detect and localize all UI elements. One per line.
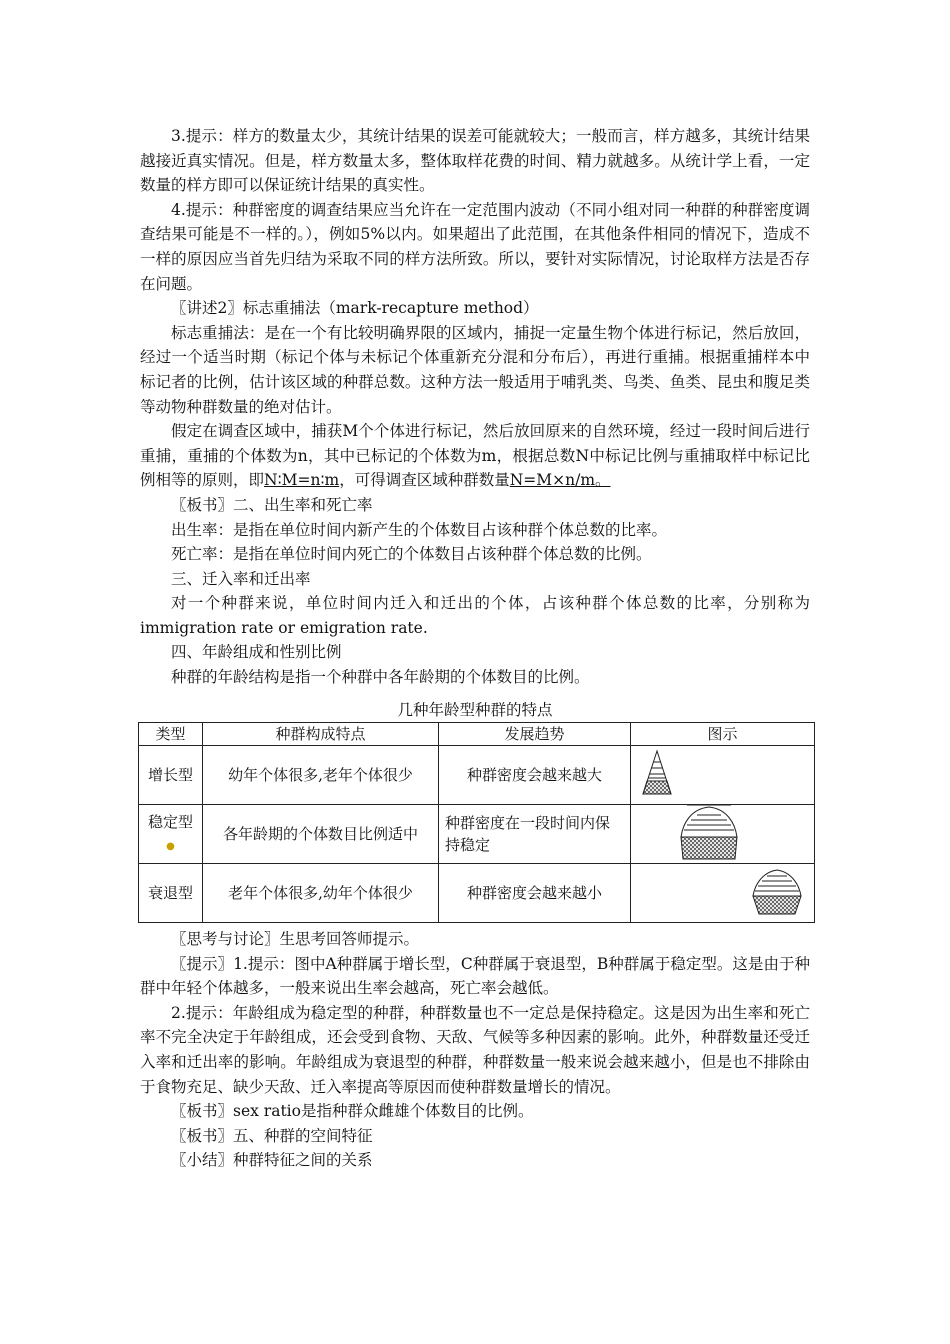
paragraph-sex-ratio: 〖板书〗sex ratio是指种群众雌雄个体数目的比例。 — [171, 1102, 534, 1121]
text-block-top — [140, 124, 810, 690]
header-feature: 种群构成特点 — [203, 723, 439, 746]
age-structure-table — [138, 722, 815, 923]
cell-trend: 种群密度会越来越大 — [439, 746, 631, 805]
heading-summary: 〖小结〗种群特征之间的关系 — [171, 1151, 373, 1170]
table-caption: 几种年龄型种群的特点 — [397, 701, 553, 719]
formula-result: N=M×n/m。 — [509, 471, 611, 490]
heading-birth-death: 〖板书〗二、出生率和死亡率 — [171, 495, 373, 514]
table-header-row — [139, 723, 815, 746]
cell-feature: 老年个体很多,幼年个体很少 — [203, 864, 439, 923]
cell-trend: 种群密度会越来越小 — [439, 864, 631, 923]
paragraph-migration: 对一个种群来说，单位时间内迁入和迁出的个体，占该种群个体总数的比率，分别称为immigration rate or emigration rate. — [140, 594, 810, 637]
paragraph-hint-1: 〖提示〗1.提示：图中A种群属于增长型，C种群属于衰退型，B种群属于稳定型。这是由于种群中年轻个体越多，一般来说出生率会越高，死亡率会越低。 — [140, 954, 810, 998]
cell-feature: 幼年个体很多,老年个体很少 — [203, 746, 439, 805]
formula-text-a: 假定在调查区域中，捕获M个个体进行标记，然后放回原来的自然环境，经过一段时间后进行重捕，重捕的个体数为n，其中已标记的个体数为m，根据总数N中标记比例与重捕取样中标记比例相等的原则，即 — [140, 422, 810, 490]
formula-ratio: N∶M=n∶m — [264, 471, 340, 490]
paragraph-birth-rate: 出生率：是指在单位时间内新产生的个体数目占该种群个体总数的比率。 — [171, 520, 668, 539]
heading-migration: 三、迁入率和迁出率 — [171, 569, 311, 588]
cell-type: 衰退型 — [139, 864, 203, 923]
paragraph-death-rate: 死亡率：是指在单位时间内死亡的个体数目占该种群个体总数的比例。 — [171, 545, 652, 564]
heading-spatial: 〖板书〗五、种群的空间特征 — [171, 1126, 373, 1145]
growth-pyramid-icon — [631, 746, 815, 804]
paragraph-hint-4: 4.提示：种群密度的调查结果应当允许在一定范围内波动（不同小组对同一种群的种群密度调查结果可能是不一样的。），例如5%以内。如果超出了此范围，在其他条件相同的情况下，造成不一样的原因应当首先归结为采取不同的样方法所致。所以，要针对实际情况，讨论取样方法是否存在问题。 — [140, 200, 810, 293]
cell-diagram-decline — [631, 864, 815, 923]
table-row-decline — [139, 864, 815, 923]
decline-urn-icon — [631, 864, 815, 922]
paragraph-discussion: 〖思考与讨论〗生思考回答师提示。 — [171, 930, 420, 948]
header-diagram: 图示 — [631, 723, 815, 746]
cell-feature: 各年龄期的个体数目比例适中 — [203, 805, 439, 864]
header-type: 类型 — [139, 723, 203, 746]
formula-text-b: ，可得调查区域种群数量 — [339, 471, 510, 490]
heading-lecture-2: 〖讲述2〗标志重捕法（mark-recapture method） — [171, 299, 539, 318]
cell-diagram-growth — [631, 746, 815, 805]
paragraph-hint-2: 2.提示：年龄组成为稳定型的种群，种群数量也不一定总是保持稳定。这是因为出生率和死亡率不完全决定于年龄组成，还会受到食物、天敌、气候等多种因素的影响。此外，种群数量还受迁入率和迁出率的影响。年龄组成为衰退型的种群，种群数量一般来说会越来越小，但是也不排除由于食物充足、缺少天敌、迁入率提高等原因而使种群数量增长的情况。 — [140, 1003, 810, 1096]
text-block-bottom — [140, 927, 810, 1173]
paragraph-hint-3: 3.提示：样方的数量太少，其统计结果的误差可能就较大；一般而言，样方越多，其统计结果越接近真实情况。但是，样方数量太多，整体取样花费的时间、精力就越多。从统计学上看，一定数量的样方即可以保证统计结果的真实性。 — [140, 127, 810, 195]
heading-age-sex: 四、年龄组成和性别比例 — [171, 643, 342, 662]
paragraph-age-structure: 种群的年龄结构是指一个种群中各年龄期的个体数目的比例。 — [171, 668, 590, 687]
mark-dot: ● — [166, 840, 175, 852]
header-trend: 发展趋势 — [439, 723, 631, 746]
paragraph-mark-recapture-formula — [140, 419, 810, 493]
stable-bell-icon — [631, 805, 815, 863]
cell-type: 增长型 — [139, 746, 203, 805]
table-row-stable — [139, 805, 815, 864]
paragraph-mark-recapture-def: 标志重捕法：是在一个有比较明确界限的区域内，捕捉一定量生物个体进行标记，然后放回，经过一个适当时期（标记个体与未标记个体重新充分混和分布后），再进行重捕。根据重捕样本中标记者的比例，估计该区域的种群总数。这种方法一般适用于哺乳类、鸟类、鱼类、昆虫和腹足类等动物种群数量的绝对估计。 — [140, 323, 810, 416]
cell-type: 稳定型● — [139, 805, 203, 864]
cell-diagram-stable — [631, 805, 815, 864]
table-row-growth — [139, 746, 815, 805]
cell-trend: 种群密度在一段时间内保持稳定 — [439, 805, 631, 864]
